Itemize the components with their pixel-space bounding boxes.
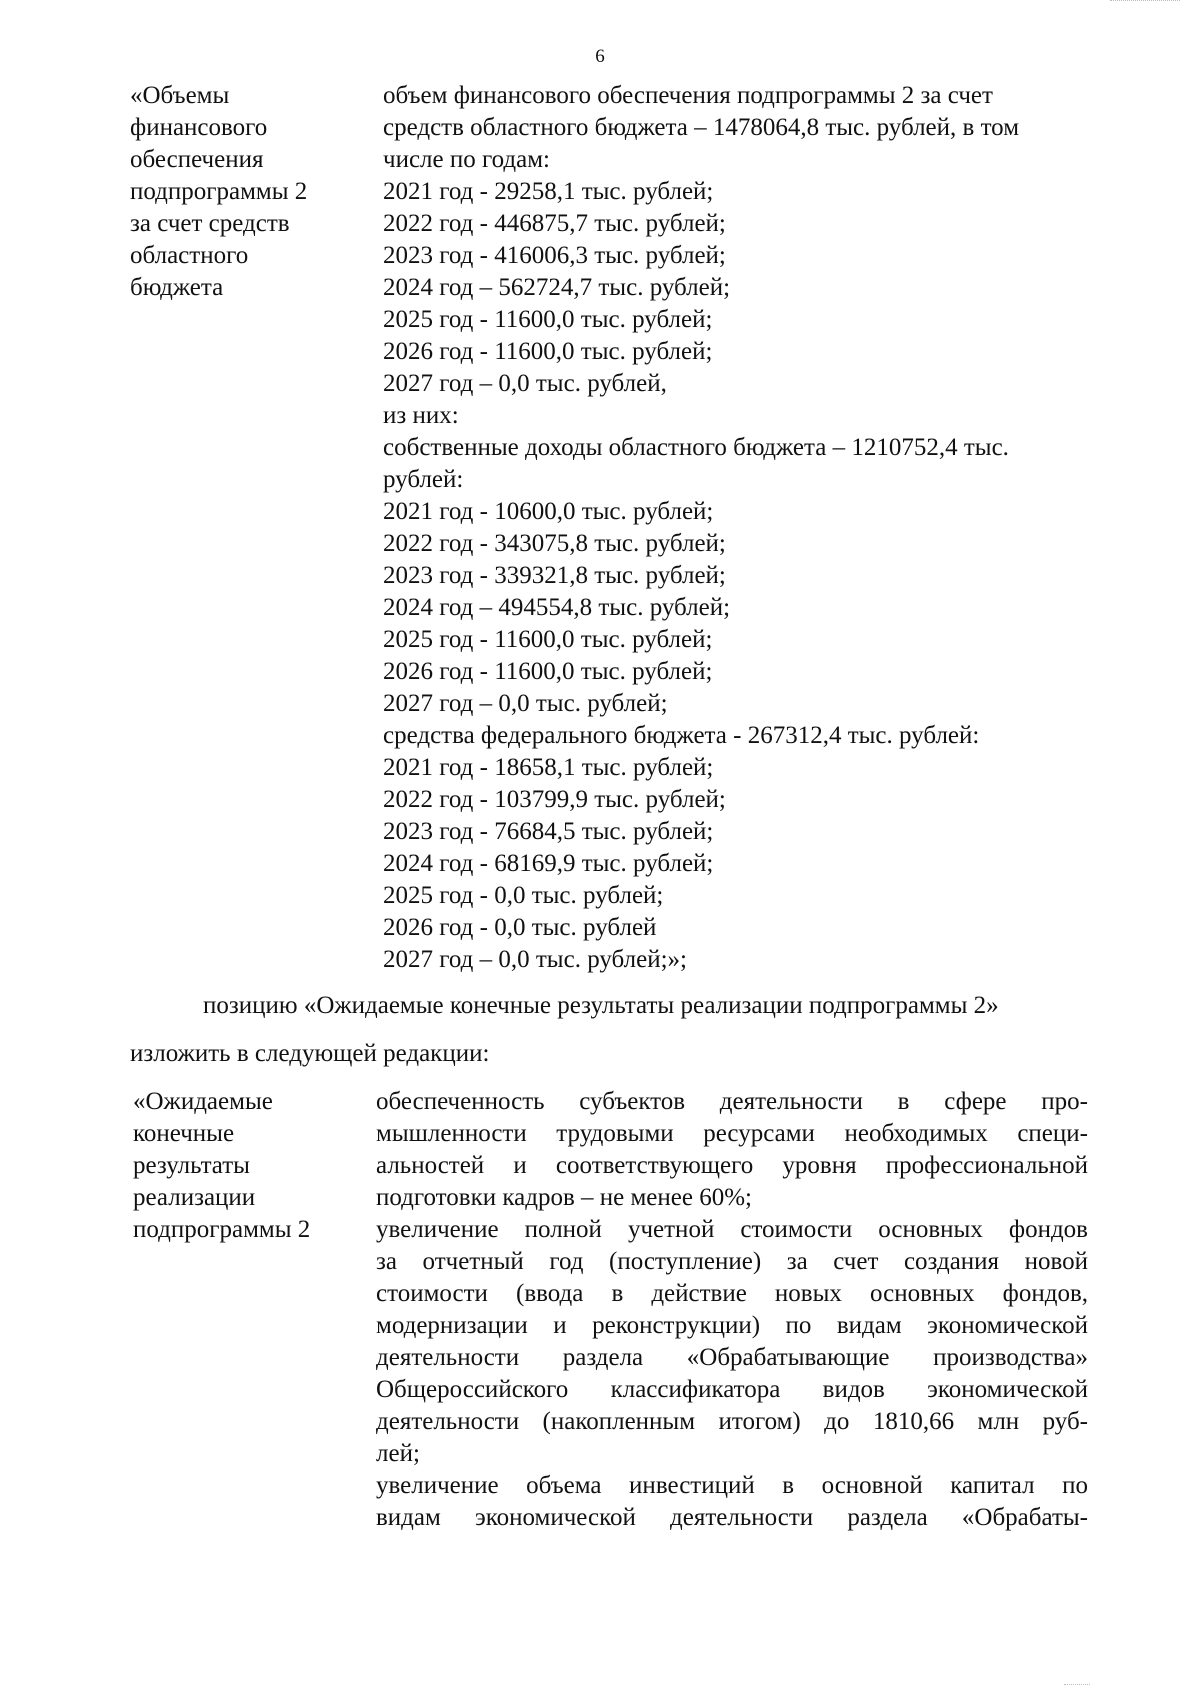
funding-value-line: 2026 год - 0,0 тыс. рублей bbox=[383, 914, 657, 941]
funding-value-line: 2025 год - 0,0 тыс. рублей; bbox=[383, 882, 664, 909]
funding-label-line: обеспечения bbox=[130, 146, 264, 173]
funding-value-line: рублей: bbox=[383, 466, 464, 493]
funding-value-line: из них: bbox=[383, 402, 459, 429]
funding-label-line: финансового bbox=[130, 114, 268, 141]
results-values-cell bbox=[376, 1086, 1088, 1534]
funding-label-cell bbox=[130, 80, 360, 304]
funding-value-line: собственные доходы областного бюджета – 1210752,4 тыс. bbox=[383, 434, 1009, 461]
results-value-line: видам экономической деятельности раздела «Обрабаты- bbox=[376, 1504, 1088, 1531]
results-value-line: подготовки кадров – не менее 60%; bbox=[376, 1184, 752, 1211]
funding-value-line: 2025 год - 11600,0 тыс. рублей; bbox=[383, 626, 713, 653]
funding-value-line: средств областного бюджета – 1478064,8 тыс. рублей, в том bbox=[383, 114, 1020, 141]
funding-label-line: областного bbox=[130, 242, 249, 269]
funding-label-line: бюджета bbox=[130, 274, 224, 301]
results-label-line: подпрограммы 2 bbox=[133, 1216, 311, 1243]
results-label-line: «Ожидаемые bbox=[133, 1088, 273, 1115]
results-value-line: деятельности раздела «Обрабатывающие производства» bbox=[376, 1344, 1088, 1371]
funding-value-line: 2021 год - 18658,1 тыс. рублей; bbox=[383, 754, 714, 781]
funding-value-line: 2023 год - 76684,5 тыс. рублей; bbox=[383, 818, 714, 845]
funding-value-line: числе по годам: bbox=[383, 146, 550, 173]
page-number: 6 bbox=[595, 46, 605, 67]
funding-value-line: объем финансового обеспечения подпрограммы 2 за счет bbox=[383, 82, 993, 109]
results-value-line: мышленности трудовыми ресурсами необходимых специ- bbox=[376, 1120, 1088, 1147]
funding-value-line: 2022 год - 343075,8 тыс. рублей; bbox=[383, 530, 726, 557]
funding-value-line: 2022 год - 446875,7 тыс. рублей; bbox=[383, 210, 726, 237]
results-label-line: результаты bbox=[133, 1152, 250, 1179]
results-value-line: деятельности (накопленным итогом) до 1810,66 млн руб- bbox=[376, 1408, 1088, 1435]
funding-value-line: 2021 год - 29258,1 тыс. рублей; bbox=[383, 178, 714, 205]
funding-value-line: 2021 год - 10600,0 тыс. рублей; bbox=[383, 498, 714, 525]
results-value-line: модернизации и реконструкции) по видам экономической bbox=[376, 1312, 1088, 1339]
funding-label-line: за счет средств bbox=[130, 210, 290, 237]
results-value-line: увеличение полной учетной стоимости основных фондов bbox=[376, 1216, 1088, 1243]
results-value-line: стоимости (ввода в действие новых основных фондов, bbox=[376, 1280, 1088, 1307]
funding-value-line: 2026 год - 11600,0 тыс. рублей; bbox=[383, 338, 713, 365]
results-value-line: альностей и соответствующего уровня профессиональной bbox=[376, 1152, 1088, 1179]
funding-values-cell bbox=[383, 80, 1103, 976]
results-label-cell bbox=[133, 1086, 363, 1246]
funding-value-line: 2026 год - 11600,0 тыс. рублей; bbox=[383, 658, 713, 685]
funding-value-line: 2027 год – 0,0 тыс. рублей;»; bbox=[383, 946, 687, 973]
results-value-line: лей; bbox=[376, 1440, 420, 1467]
results-value-line: увеличение объема инвестиций в основной капитал по bbox=[376, 1472, 1088, 1499]
funding-value-line: 2027 год – 0,0 тыс. рублей, bbox=[383, 370, 667, 397]
results-value-line: обеспеченность субъектов деятельности в сфере про- bbox=[376, 1088, 1088, 1115]
instruction-line-1: позицию «Ожидаемые конечные результаты реализации подпрограммы 2» bbox=[203, 992, 999, 1019]
funding-value-line: 2024 год - 68169,9 тыс. рублей; bbox=[383, 850, 714, 877]
results-label-line: реализации bbox=[133, 1184, 256, 1211]
funding-value-line: 2024 год – 562724,7 тыс. рублей; bbox=[383, 274, 731, 301]
scan-artifact-bottom bbox=[1064, 1684, 1090, 1689]
funding-value-line: 2022 год - 103799,9 тыс. рублей; bbox=[383, 786, 726, 813]
results-value-line: за отчетный год (поступление) за счет создания новой bbox=[376, 1248, 1088, 1275]
funding-value-line: 2023 год - 339321,8 тыс. рублей; bbox=[383, 562, 726, 589]
results-value-line: Общероссийского классификатора видов экономической bbox=[376, 1376, 1088, 1403]
funding-value-line: 2027 год – 0,0 тыс. рублей; bbox=[383, 690, 668, 717]
funding-value-line: средства федерального бюджета - 267312,4 тыс. рублей: bbox=[383, 722, 980, 749]
funding-value-line: 2024 год – 494554,8 тыс. рублей; bbox=[383, 594, 731, 621]
funding-label-line: «Объемы bbox=[130, 82, 230, 109]
results-label-line: конечные bbox=[133, 1120, 235, 1147]
funding-label-line: подпрограммы 2 bbox=[130, 178, 308, 205]
funding-value-line: 2025 год - 11600,0 тыс. рублей; bbox=[383, 306, 713, 333]
scan-artifact-top bbox=[1110, 0, 1180, 5]
funding-value-line: 2023 год - 416006,3 тыс. рублей; bbox=[383, 242, 726, 269]
instruction-line-2: изложить в следующей редакции: bbox=[130, 1040, 490, 1067]
